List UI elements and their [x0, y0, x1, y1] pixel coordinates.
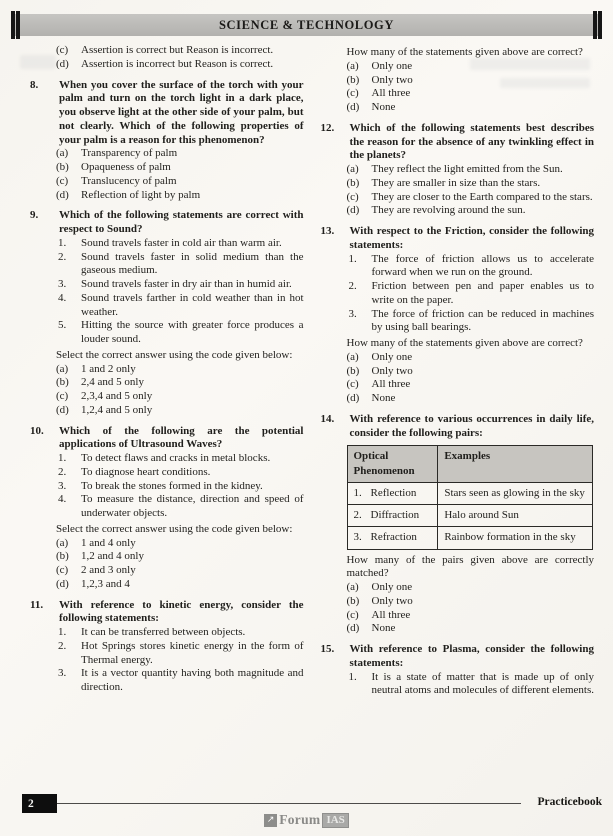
- option-text: Only two: [371, 364, 413, 377]
- statement-number: 2.: [58, 465, 67, 478]
- pair-number: 1.: [353, 486, 362, 499]
- answer-option: [347, 191, 595, 205]
- option-text: All three: [371, 87, 411, 100]
- statement-text: It can be transferred between objects.: [81, 626, 246, 638]
- option-label: (a): [346, 581, 359, 594]
- option-text: 1 and 4 only: [81, 536, 136, 549]
- option-label: (d): [56, 577, 69, 590]
- option-label: (b): [346, 176, 360, 189]
- statement-text: It is a state of matter that is made up of only neutral atoms and molecules of different elements.: [371, 670, 594, 697]
- option-label: (b): [56, 376, 69, 389]
- answer-option: [347, 595, 595, 609]
- forumias-logo: [0, 812, 613, 828]
- option-label: (b): [346, 73, 360, 86]
- statement-text: To break the stones formed in the kidney.: [81, 479, 263, 492]
- option-label: (b): [346, 594, 360, 607]
- statement-text: To detect flaws and cracks in metal blocks.: [81, 452, 271, 464]
- page-number-box: [22, 794, 57, 813]
- question-number: 9.: [30, 209, 39, 222]
- option-label: (a): [346, 163, 359, 175]
- pair-number: 3.: [353, 531, 362, 544]
- statement-number: 3.: [58, 667, 67, 680]
- question-prompt: How many of the statements given above are correct?: [346, 46, 583, 58]
- option-text: 2,4 and 5 only: [81, 376, 144, 389]
- answer-option: [56, 147, 304, 161]
- option-text: Only one: [371, 350, 413, 363]
- statement-text: The force of friction can be reduced in machines by using ball bearings.: [371, 307, 594, 334]
- question-13: [321, 225, 595, 253]
- table-header-optical-phenomenon: Optical Phenomenon: [347, 446, 438, 483]
- answer-option: [347, 365, 595, 379]
- statement: [349, 280, 595, 308]
- answer-option: [347, 581, 595, 595]
- option-label: (d): [346, 204, 360, 217]
- option-text: 1,2 and 4 only: [81, 550, 144, 563]
- option-text: Only two: [371, 73, 413, 86]
- table-row: [347, 505, 593, 527]
- question-text: Which of the following statements best describes the reason for the absence of any twinkling effect in the planets?: [349, 121, 594, 162]
- question-15: [321, 643, 595, 671]
- statement: [349, 671, 595, 699]
- answer-option: [347, 60, 595, 74]
- answer-option: [347, 163, 595, 177]
- option-label: (d): [56, 57, 69, 70]
- statement-number: 3.: [348, 307, 357, 320]
- option-text: They are closer to the Earth compared to the stars.: [371, 190, 593, 203]
- question-number: 13.: [320, 225, 335, 237]
- option-label: (c): [346, 190, 359, 203]
- statement: [58, 626, 304, 640]
- question-text: With reference to various occurrences in daily life, consider the following pairs:: [349, 412, 594, 439]
- question-number: 8.: [30, 78, 39, 91]
- statement: [58, 452, 304, 466]
- option-label: (c): [56, 390, 69, 402]
- statement-number: 4.: [58, 291, 67, 304]
- option-text: 1,2,3 and 4: [81, 577, 130, 590]
- option-label: (a): [56, 536, 69, 549]
- question-14: [321, 413, 595, 441]
- logo-ias-badge: IAS: [322, 813, 348, 828]
- statement-number: 2.: [348, 280, 357, 292]
- question-11: [30, 599, 304, 627]
- option-label: (c): [346, 608, 359, 621]
- option-label: (d): [346, 101, 360, 113]
- statement-text: To measure the distance, direction and speed of underwater objects.: [81, 493, 304, 519]
- table-row: [347, 482, 593, 504]
- question-text: When you cover the surface of the torch with your palm and turn on the torch light in a dark place, you observe light at the other side of your palm, but not clearly. Which of the following properties of your palm is a reason for this phenomenon?: [59, 78, 304, 146]
- statement-number: 5.: [58, 319, 67, 332]
- example-cell: Stars seen as glowing in the sky: [438, 482, 593, 504]
- option-text: Only two: [371, 594, 413, 607]
- answer-option: [347, 622, 595, 636]
- question-prompt: Select the correct answer using the code given below:: [56, 522, 293, 535]
- option-text: All three: [371, 378, 411, 391]
- option-label: (c): [346, 378, 359, 391]
- footer-rule: [57, 803, 521, 804]
- phenomenon-cell: [347, 527, 438, 549]
- option-label: (a): [56, 362, 69, 375]
- answer-option: [347, 378, 595, 392]
- phenomenon-text: Refraction: [370, 531, 417, 544]
- statement: [58, 480, 304, 494]
- answer-option: [56, 564, 304, 578]
- statement-text: Sound travels faster in cold air than warm air.: [81, 236, 282, 249]
- question-8: [30, 79, 304, 148]
- table-header-row: [347, 446, 593, 483]
- statement-text: The force of friction allows us to accelerate forward when we run on the ground.: [371, 252, 594, 279]
- banner-end-bars-left-icon: [11, 11, 20, 39]
- statement-number: 1.: [58, 452, 67, 464]
- table-header-examples: Examples: [438, 446, 593, 483]
- answer-option: [56, 404, 304, 418]
- option-text: They are smaller in size than the stars.: [371, 176, 541, 189]
- question-text: With respect to the Friction, consider the following statements:: [349, 225, 594, 251]
- question-prompt: How many of the pairs given above are correctly matched?: [346, 553, 594, 580]
- option-label: (a): [56, 147, 69, 160]
- statement-text: Sound travels faster in dry air than in humid air.: [81, 278, 292, 290]
- option-label: (d): [346, 622, 360, 635]
- option-text: All three: [371, 608, 411, 621]
- option-text: Reflection of light by palm: [81, 188, 201, 201]
- statement-text: To diagnose heart conditions.: [81, 465, 211, 478]
- answer-option: [347, 392, 595, 406]
- option-text: None: [371, 392, 396, 404]
- statement-number: 4.: [58, 493, 67, 506]
- question-text: Which of the following are the potential applications of Ultrasound Waves?: [59, 424, 304, 451]
- option-label: (c): [56, 174, 69, 187]
- option-label: (a): [346, 350, 359, 363]
- header-banner: [13, 14, 600, 36]
- option-text: Transparency of palm: [81, 147, 178, 160]
- page-body: [30, 44, 594, 698]
- statement-text: Sound travels farther in cold weather than in hot weather.: [81, 291, 304, 318]
- example-cell: Halo around Sun: [438, 505, 593, 527]
- option-text: 1 and 2 only: [81, 362, 136, 375]
- option-label: (b): [56, 161, 69, 173]
- question-prompt: How many of the statements given above are correct?: [346, 337, 583, 349]
- answer-option: [56, 550, 304, 564]
- option-text: 2,3,4 and 5 only: [81, 390, 153, 402]
- statement-text: Hot Springs stores kinetic energy in the form of Thermal energy.: [81, 639, 304, 666]
- logo-arrow-icon: ↗: [264, 814, 277, 827]
- page-number: 2: [28, 797, 34, 810]
- option-label: (d): [56, 188, 69, 201]
- example-cell: Rainbow formation in the sky: [438, 527, 593, 549]
- answer-option: [347, 609, 595, 623]
- banner-end-bars-right-icon: [593, 11, 602, 39]
- option-label: (c): [56, 564, 69, 576]
- answer-option: [56, 578, 304, 592]
- answer-option: [56, 58, 304, 72]
- option-text: They are revolving around the sun.: [371, 204, 526, 217]
- option-text: Only one: [371, 59, 413, 72]
- option-text: Opaqueness of palm: [81, 161, 171, 173]
- answer-option: [347, 74, 595, 88]
- answer-option: [347, 204, 595, 218]
- question-10: [30, 425, 304, 453]
- answer-option: [56, 189, 304, 203]
- question-prompt: Select the correct answer using the code given below:: [56, 348, 293, 361]
- option-label: (b): [346, 364, 360, 377]
- question-number: 12.: [320, 121, 335, 134]
- phenomenon-text: Reflection: [370, 486, 417, 499]
- phenomenon-cell: [347, 505, 438, 527]
- statement: [58, 466, 304, 480]
- statement: [58, 667, 304, 695]
- option-text: Assertion is correct but Reason is incorrect.: [81, 44, 274, 56]
- statement: [58, 278, 304, 292]
- question-9: [30, 209, 304, 237]
- question-number: 10.: [30, 424, 44, 437]
- answer-option: [347, 351, 595, 365]
- left-column: [30, 44, 304, 698]
- statement-number: 1.: [348, 670, 357, 683]
- option-label: (b): [56, 550, 69, 563]
- statement-number: 1.: [348, 252, 357, 265]
- question-text: With reference to Plasma, consider the following statements:: [349, 643, 594, 669]
- answer-option: [56, 390, 304, 404]
- page-title: SCIENCE & TECHNOLOGY: [219, 17, 394, 32]
- statement-number: 3.: [58, 479, 67, 492]
- statement-number: 2.: [58, 250, 67, 263]
- option-label: (d): [56, 403, 69, 416]
- statement-number: 1.: [58, 236, 67, 249]
- option-text: Translucency of palm: [81, 174, 177, 187]
- statement: [58, 493, 304, 521]
- answer-option: [347, 177, 595, 191]
- statement: [58, 292, 304, 320]
- question-text: With reference to kinetic energy, consider the following statements:: [59, 598, 304, 625]
- statement-text: It is a vector quantity having both magnitude and direction.: [81, 667, 304, 693]
- option-text: None: [371, 622, 396, 635]
- book-title: Practicebook: [537, 796, 602, 808]
- statement: [58, 237, 304, 251]
- statement-text: Friction between pen and paper enables us to write on the paper.: [371, 280, 594, 306]
- option-label: (a): [346, 59, 359, 72]
- option-text: Assertion is incorrect but Reason is correct.: [81, 57, 274, 70]
- logo-forum-text: Forum: [279, 812, 321, 827]
- option-text: Only one: [371, 581, 413, 594]
- answer-option: [347, 101, 595, 115]
- question-number: 14.: [320, 412, 335, 425]
- question-number: 11.: [30, 598, 44, 611]
- statement: [349, 253, 595, 281]
- answer-option: [56, 44, 304, 58]
- statement-number: 2.: [58, 639, 67, 652]
- question-number: 15.: [320, 643, 335, 656]
- right-column: [321, 44, 595, 698]
- question-text: Which of the following statements are correct with respect to Sound?: [59, 209, 304, 235]
- answer-option: [347, 87, 595, 101]
- option-label: (c): [346, 87, 359, 100]
- statement-text: Sound travels faster in solid medium than the gaseous medium.: [81, 250, 304, 277]
- pair-number: 2.: [353, 509, 362, 522]
- phenomenon-cell: [347, 482, 438, 504]
- answer-option: [56, 376, 304, 390]
- answer-option: [56, 363, 304, 377]
- option-label: (c): [56, 44, 69, 56]
- statement: [349, 308, 595, 336]
- statement-number: 3.: [58, 278, 67, 290]
- table-row: [347, 527, 593, 549]
- answer-option: [56, 537, 304, 551]
- answer-option: [56, 175, 304, 189]
- option-text: 1,2,4 and 5 only: [81, 403, 153, 416]
- statement: [58, 251, 304, 279]
- option-text: None: [371, 101, 396, 113]
- pairs-table: [347, 445, 594, 549]
- option-text: They reflect the light emitted from the Sun.: [371, 163, 563, 175]
- statement-number: 1.: [58, 626, 67, 638]
- statement-text: Hitting the source with greater force produces a louder sound.: [81, 319, 304, 345]
- answer-option: [56, 161, 304, 175]
- option-label: (d): [346, 392, 360, 404]
- phenomenon-text: Diffraction: [370, 509, 420, 522]
- question-12: [321, 122, 595, 163]
- statement: [58, 319, 304, 347]
- option-text: 2 and 3 only: [81, 564, 136, 576]
- statement: [58, 640, 304, 668]
